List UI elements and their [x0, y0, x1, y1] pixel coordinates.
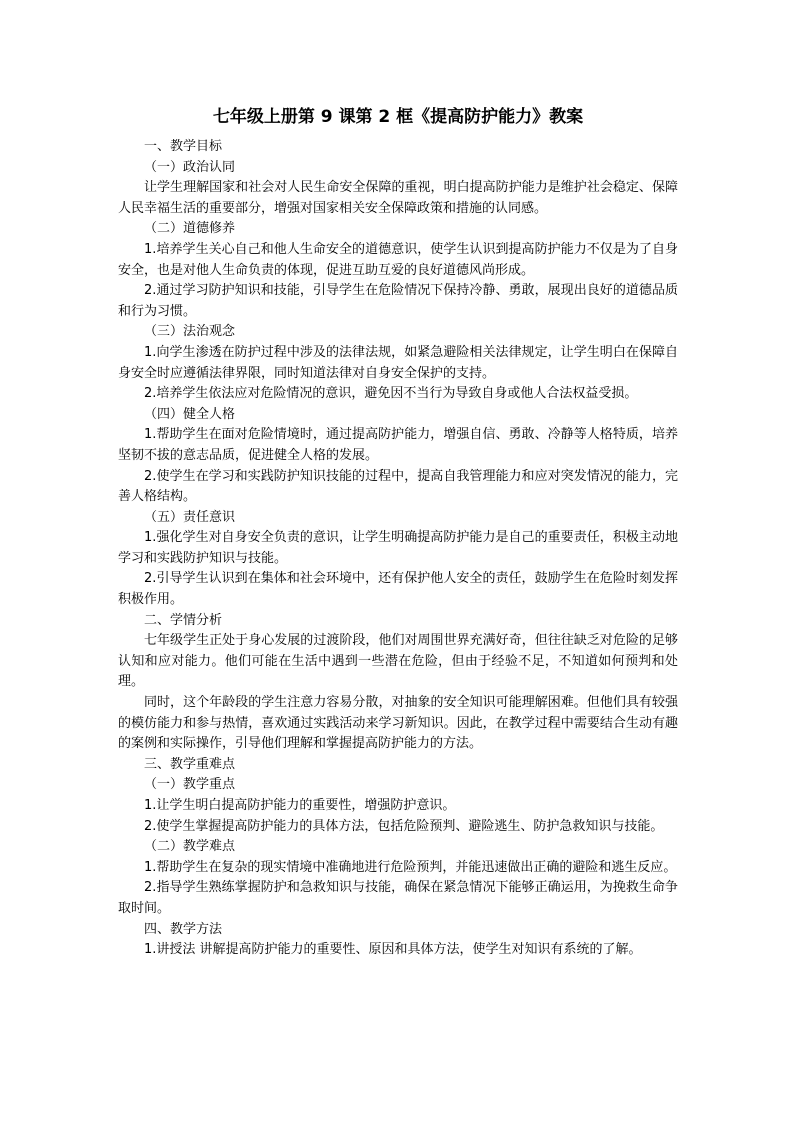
section-heading: 二、学情分析	[144, 612, 223, 628]
body-paragraph: 1.让学生明白提高防护能力的重要性，增强防护意识。	[144, 798, 456, 813]
body-paragraph: 七年级学生正处于身心发展的过渡阶段，他们对周围世界充满好奇，但往往缺乏对危险的足够认知和应对能力。他们可能在生活中遇到一些潜在危险，但由于经验不足，不知道如何预判和处理。	[118, 633, 678, 690]
body-paragraph: 1.帮助学生在复杂的现实情境中准确地进行危险预判，并能迅速做出正确的避险和逃生反应。	[144, 859, 677, 875]
section-heading: 三、教学重难点	[144, 756, 236, 772]
subsection-heading: （一）政治认同	[144, 159, 236, 175]
document-title: 七年级上册第 9 课第 2 框《提高防护能力》教案	[212, 107, 584, 127]
subsection-heading: （一）教学重点	[144, 777, 236, 793]
body-paragraph: 2.使学生在学习和实践防护知识技能的过程中，提高自我管理能力和应对突发情况的能力，完善人格结构。	[118, 468, 678, 505]
body-paragraph: 1.培养学生关心自己和他人生命安全的道德意识，使学生认识到提高防护能力不仅是为了自身安全，也是对他人生命负责的体现，促进互助互爱的良好道德风尚形成。	[118, 241, 678, 278]
subsection-heading: （四）健全人格	[144, 406, 236, 422]
body-paragraph: 2.引导学生认识到在集体和社会环境中，还有保护他人安全的责任，鼓励学生在危险时刻发挥积极作用。	[118, 571, 678, 608]
body-paragraph: 让学生理解国家和社会对人民生命安全保障的重视，明白提高防护能力是维护社会稳定、保障人民幸福生活的重要部分，增强对国家相关安全保障政策和措施的认同感。	[118, 180, 678, 216]
subsection-heading: （二）道德修养	[144, 221, 236, 237]
section-heading: 一、教学目标	[144, 139, 223, 154]
subsection-heading: （五）责任意识	[144, 509, 236, 525]
subsection-heading: （三）法治观念	[144, 324, 236, 340]
section-heading: 四、教学方法	[144, 921, 223, 937]
body-paragraph: 2.使学生掌握提高防护能力的具体方法，包括危险预判、避险逃生、防护急救知识与技能。	[144, 818, 664, 834]
body-paragraph: 2.通过学习防护知识和技能，引导学生在危险情况下保持冷静、勇敢，展现出良好的道德品质和行为习惯。	[118, 283, 678, 319]
subsection-heading: （二）教学难点	[144, 839, 236, 855]
body-paragraph: 同时，这个年龄段的学生注意力容易分散，对抽象的安全知识可能理解困难。但他们具有较强的模仿能力和参与热情，喜欢通过实践活动来学习新知识。因此，在教学过程中需要结合生动有趣的案例和实际操作，引导他们理解和掌握提高防护能力的方法。	[118, 695, 678, 752]
body-paragraph: 2.培养学生依法应对危险情况的意识，避免因不当行为导致自身或他人合法权益受损。	[144, 386, 638, 402]
body-paragraph: 1.帮助学生在面对危险情境时，通过提高防护能力，增强自信、勇敢、冷静等人格特质，培养坚韧不拔的意志品质，促进健全人格的发展。	[118, 427, 678, 463]
body-paragraph: 1.向学生渗透在防护过程中涉及的法律法规，如紧急避险相关法律规定，让学生明白在保障自身安全时应遵循法律界限，同时知道法律对自身安全保护的支持。	[118, 344, 678, 381]
body-paragraph: 1.讲授法 讲解提高防护能力的重要性、原因和具体方法，使学生对知识有系统的了解。	[144, 942, 642, 958]
document-body	[118, 137, 678, 961]
body-paragraph: 2.指导学生熟练掌握防护和急救知识与技能，确保在紧急情况下能够正确运用，为挽救生命争取时间。	[118, 880, 678, 916]
body-paragraph: 1.强化学生对自身安全负责的意识，让学生明确提高防护能力是自己的重要责任，积极主动地学习和实践防护知识与技能。	[118, 530, 678, 566]
